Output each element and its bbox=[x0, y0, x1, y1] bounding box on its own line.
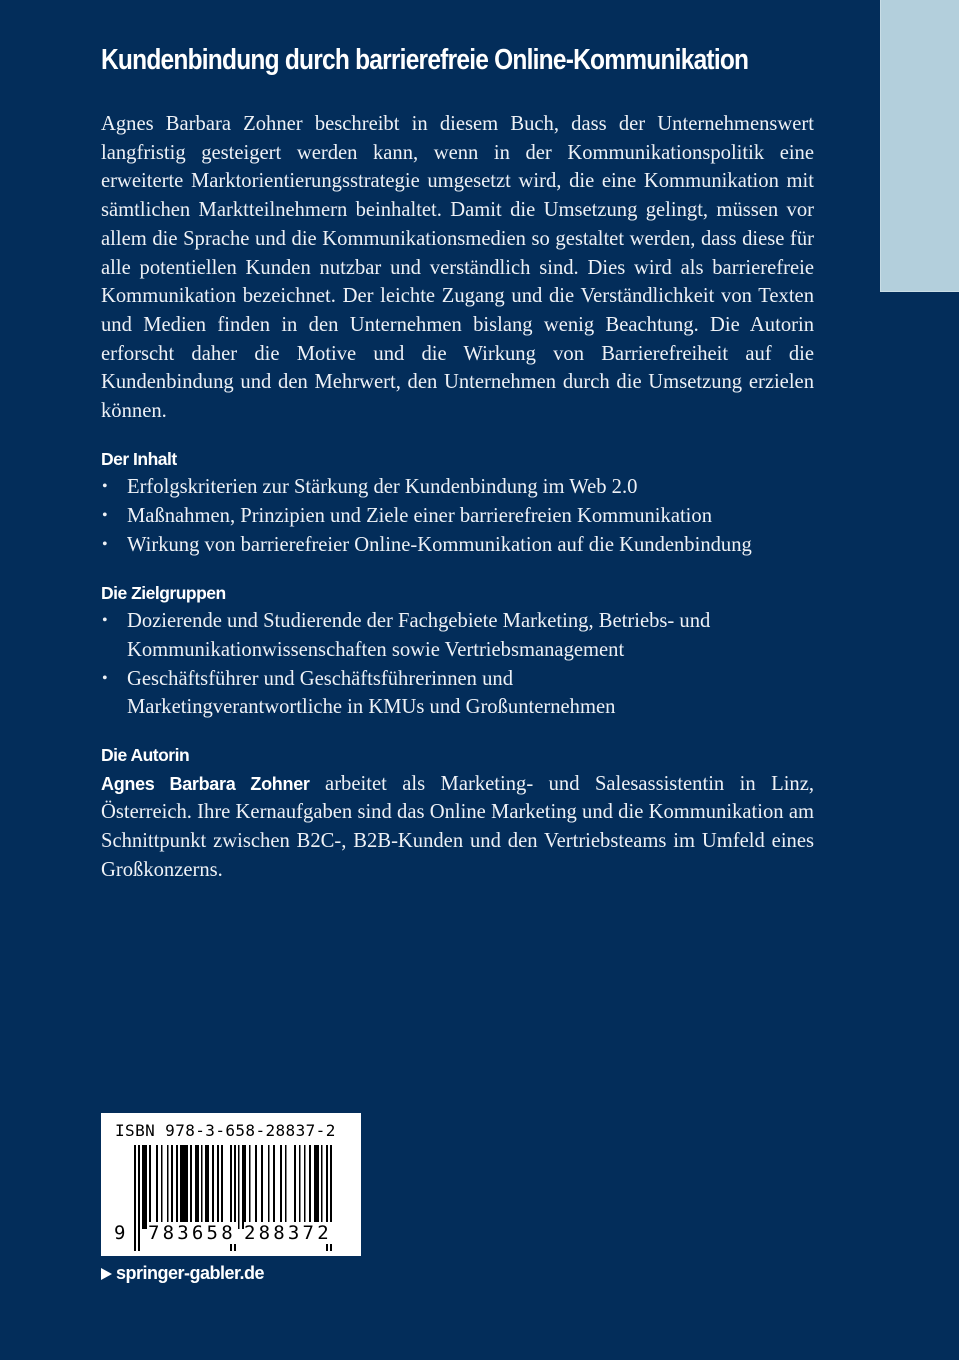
list-item: • Erfolgskriterien zur Stärkung der Kundenbindung im Web 2.0 bbox=[101, 473, 814, 502]
isbn-barcode bbox=[101, 1113, 361, 1256]
isbn-label: ISBN 978-3-658-28837-2 bbox=[115, 1121, 336, 1140]
bullet-icon: • bbox=[102, 669, 108, 687]
publisher-link-text: springer-gabler.de bbox=[116, 1263, 265, 1283]
audience-heading: Die Zielgruppen bbox=[101, 582, 226, 603]
color-band-panel bbox=[880, 0, 959, 292]
publisher-website-link[interactable] bbox=[101, 1263, 264, 1284]
ean-right-digits: 288372 bbox=[244, 1222, 332, 1244]
list-item: • Wirkung von barrierefreier Online-Kommunikation auf die Kundenbindung bbox=[101, 531, 814, 560]
contents-heading: Der Inhalt bbox=[101, 448, 177, 469]
ean-first-digit: 9 bbox=[114, 1222, 126, 1244]
intro-paragraph: Agnes Barbara Zohner beschreibt in diesem Buch, dass der Unternehmenswert langfristig gesteigert werden kann, wenn in der Kommunikationspolitik eine erweiterte Marktorientierungsstrategie umgesetzt wird, die eine Kommunikation mit sämtlichen Marktteilnehmern beinhaltet. Damit die Umsetzung gelingt, müssen vor allem die Sprache und die Kommunikationsmedien so gestaltet werden, dass diese für alle potentiellen Kunden nutzbar und verständlich sind. Dies wird als barrierefreie Kommunikation bezeichnet. Der leichte Zugang und die Verständlichkeit von Texten und Medien finden in den Unternehmen bislang wenig Beachtung. Die Autorin erforscht daher die Motive und die Wirkung von Barrierefreiheit auf die Kundenbindung und den Mehrwert, den Unternehmen durch die Umsetzung erzielen können. bbox=[101, 113, 814, 423]
bullet-icon: • bbox=[102, 535, 108, 553]
book-title: Kundenbindung durch barrierefreie Online-Kommunikation bbox=[101, 44, 749, 76]
author-name: Agnes Barbara Zohner bbox=[101, 773, 310, 794]
list-item: • Maßnahmen, Prinzipien und Ziele einer barrierefreien Kommunikation bbox=[101, 502, 814, 531]
play-arrow-icon bbox=[101, 1268, 112, 1280]
contents-list bbox=[101, 473, 814, 559]
list-item: • Geschäftsführer und Geschäftsführerinnen und Marketingverantwortliche in KMUs und Großunternehmen bbox=[101, 665, 727, 722]
audience-list bbox=[101, 607, 814, 722]
author-bio: Agnes Barbara Zohner arbeitet als Marketing- und Salesassistentin in Linz, Österreich. Ihre Kernaufgaben sind das Online Marketing und die Kommunikation am Schnittpunkt zwischen B2C-, B2B-Kunden und den Vertriebsteams im Umfeld eines Großkonzerns. bbox=[101, 772, 814, 881]
ean-left-digits: 783658 bbox=[148, 1222, 236, 1244]
bullet-icon: • bbox=[102, 612, 108, 630]
list-item: • Dozierende und Studierende der Fachgebiete Marketing, Betriebs- und Kommunikationwissenschaften sowie Vertriebsmanagement bbox=[101, 607, 807, 664]
author-heading: Die Autorin bbox=[101, 745, 190, 766]
back-cover-text bbox=[101, 110, 814, 885]
bullet-icon: • bbox=[102, 507, 108, 525]
bullet-icon: • bbox=[102, 478, 108, 496]
